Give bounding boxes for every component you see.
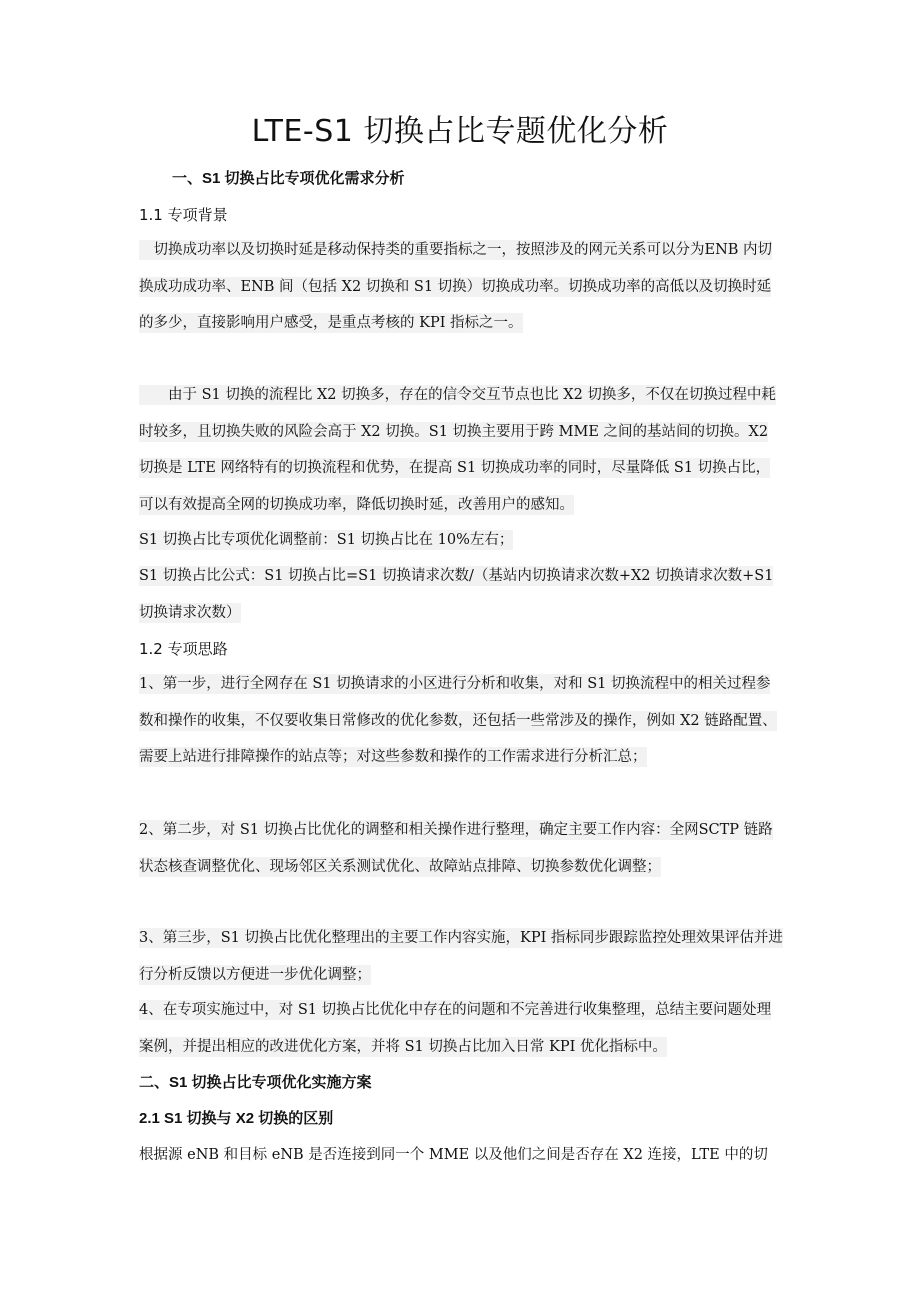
section-1-1-heading: 1.1 专项背景	[139, 206, 228, 224]
approach-step-2: 2、第二步，对 S1 切换占比优化的调整和相关操作进行整理，确定主要工作内容：全网SCTP 链路状态核查调整优化、现场邻区关系测试优化、故障站点排障、切换参数优化调整；	[139, 822, 773, 875]
section-2-1-heading: 2.1 S1 切换与 X2 切换的区别	[139, 1110, 334, 1127]
difference-paragraph: 根据源 eNB 和目标 eNB 是否连接到同一个 MME 以及他们之间是否存在 X2 连接，LTE 中的切	[139, 1147, 768, 1163]
section-1-heading: 一、S1 切换占比专项优化需求分析	[172, 170, 405, 187]
approach-step-3: 3、第三步，S1 切换占比优化整理出的主要工作内容实施，KPI 指标同步跟踪监控处理效果评估并进行分析反馈以方便进一步优化调整；	[139, 930, 783, 983]
section-2-heading: 二、S1 切换占比专项优化实施方案	[139, 1074, 372, 1091]
section-1-2-heading: 1.2 专项思路	[139, 640, 228, 658]
document-title: LTE-S1 切换占比专题优化分析	[251, 114, 669, 149]
background-paragraph-1: 切换成功率以及切换时延是移动保持类的重要指标之一，按照涉及的网元关系可以分为ENB 内切换成功成功率、ENB 间（包括 X2 切换和 S1 切换）切换成功率。切换成功率的高低以及切换时延的多少，直接影响用户感受，是重点考核的 KPI 指标之一。	[139, 242, 773, 331]
approach-step-4: 4、在专项实施过中，对 S1 切换占比优化中存在的问题和不完善进行收集整理，总结主要问题处理案例，并提出相应的改进优化方案，并将 S1 切换占比加入日常 KPI 优化指标中。	[139, 1002, 772, 1055]
approach-step-1: 1、第一步，进行全网存在 S1 切换请求的小区进行分析和收集，对和 S1 切换流程中的相关过程参数和操作的收集，不仅要收集日常修改的优化参数，还包括一些常涉及的操作，例如 X2 链路配置、需要上站进行排障操作的站点等；对这些参数和操作的工作需求进行分析汇总；	[139, 676, 777, 765]
background-paragraph-3: S1 切换占比专项优化调整前：S1 切换占比在 10%左右；	[139, 532, 514, 548]
background-paragraph-4: S1 切换占比公式：S1 切换占比=S1 切换请求次数/（基站内切换请求次数+X2 切换请求次数+S1 切换请求次数）	[139, 568, 774, 621]
background-paragraph-2: 由于 S1 切换的流程比 X2 切换多，存在的信令交互节点也比 X2 切换多，不仅在切换过程中耗时较多，且切换失败的风险会高于 X2 切换。S1 切换主要用于跨 MME 之间的基站间的切换。X2 切换是 LTE 网络特有的切换流程和优势，在提高 S1 切换成功率的同时，尽量降低 S1 切换占比，可以有效提高全网的切换成功率，降低切换时延，改善用户的感知。	[139, 387, 776, 513]
